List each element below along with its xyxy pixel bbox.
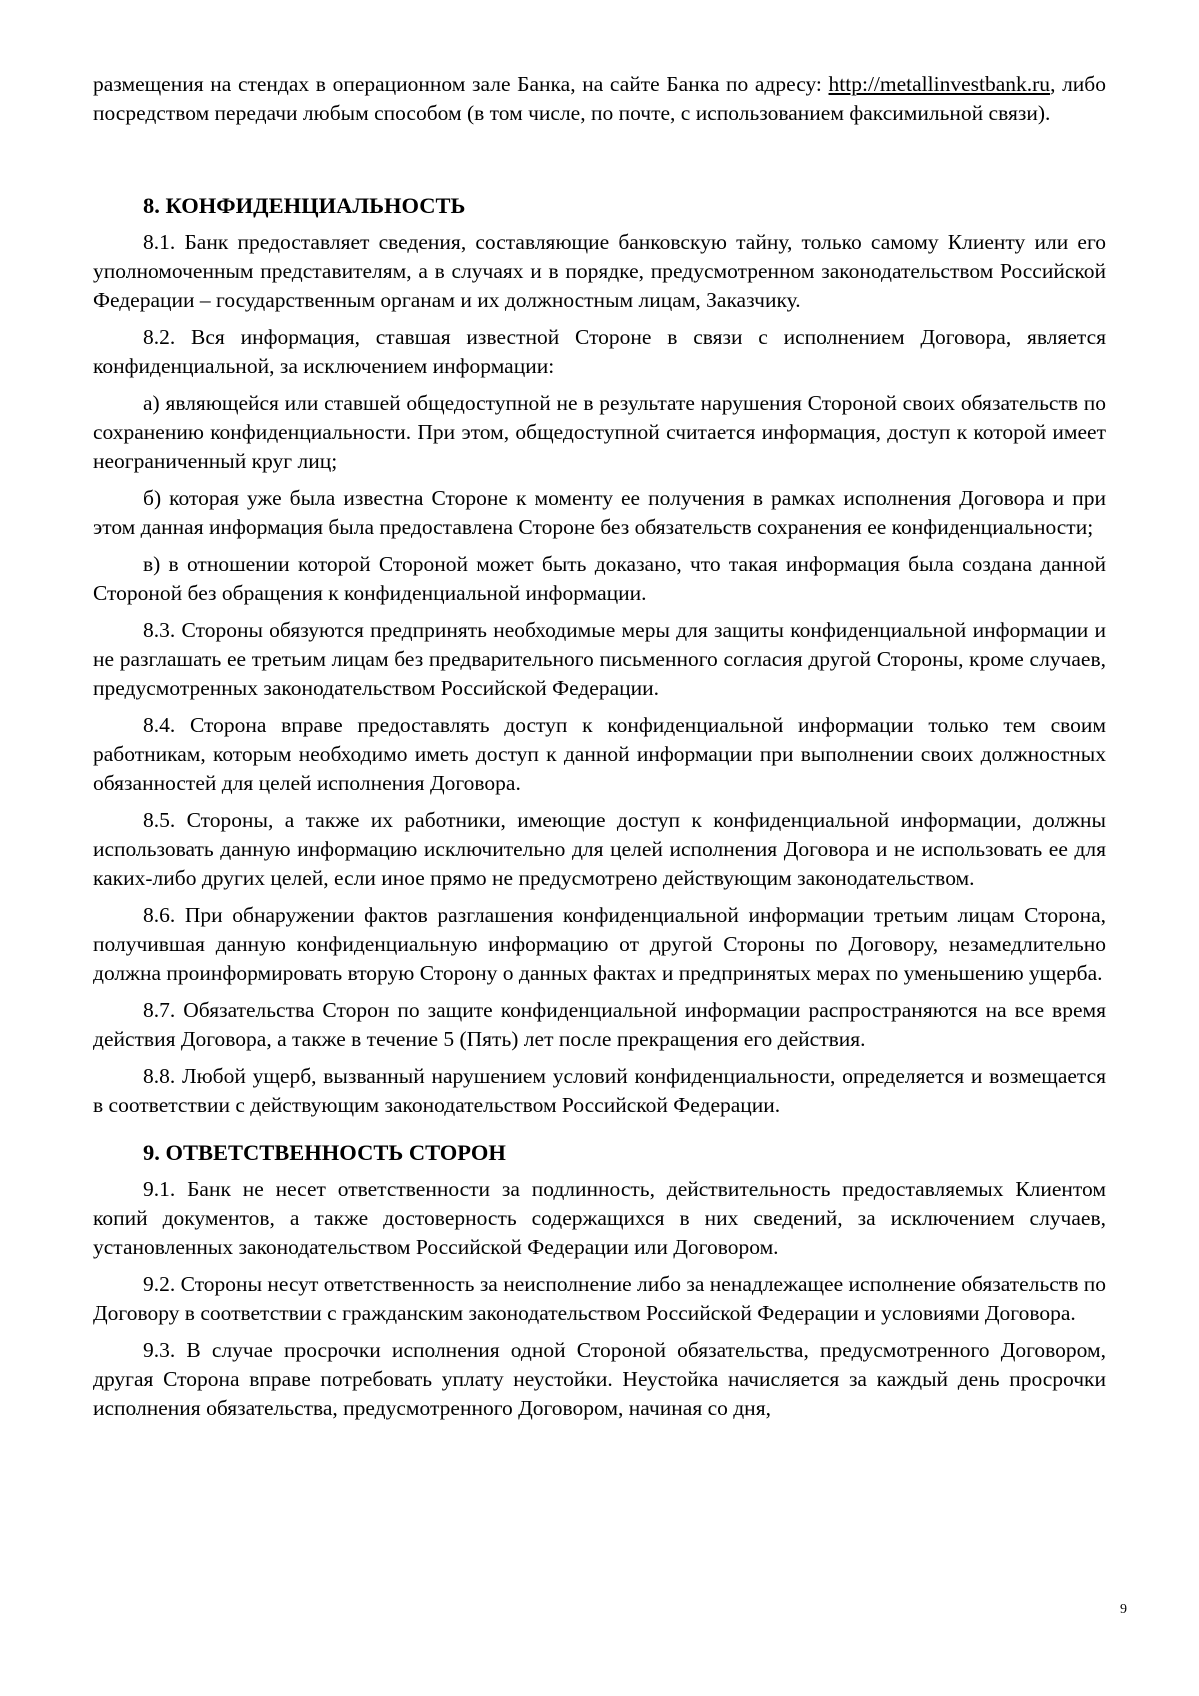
clause-8-5: 8.5. Стороны, а также их работники, имеющие доступ к конфиденциальной информации, должны использовать данную информацию исключительно для целей исполнения Договора и не использовать ее для каких-либо других целей, если иное прямо не предусмотрено действующим законодательством. bbox=[93, 808, 1106, 890]
section-9-heading: 9. ОТВЕТСТВЕННОСТЬ СТОРОН bbox=[143, 1140, 506, 1165]
clause-8-2-b: б) которая уже была известна Стороне к моменту ее получения в рамках исполнения Договора и при этом данная информация была предоставлена Стороне без обязательств сохранения ее конфиденциальности; bbox=[93, 486, 1106, 539]
clause-8-1: 8.1. Банк предоставляет сведения, составляющие банковскую тайну, только самому Клиенту или его уполномоченным представителям, а в случаях и в порядке, предусмотренном законодательством Российской Федерации – государственным органам и их должностным лицам, Заказчику. bbox=[93, 230, 1106, 312]
clause-8-8: 8.8. Любой ущерб, вызванный нарушением условий конфиденциальности, определяется и возмещается в соответствии с действующим законодательством Российской Федерации. bbox=[93, 1064, 1106, 1117]
section-8-heading: 8. КОНФИДЕНЦИАЛЬНОСТЬ bbox=[143, 193, 466, 218]
intro-text-after-link: , либо посредством передачи любым способом (в том числе, по почте, с использованием факсимильной связи). bbox=[93, 72, 1106, 125]
intro-text-before-link: размещения на стендах в операционном зале Банка, на сайте Банка по адресу: bbox=[93, 72, 829, 96]
intro-paragraph bbox=[93, 70, 1106, 128]
clause-8-2-v: в) в отношении которой Стороной может быть доказано, что такая информация была создана данной Стороной без обращения к конфиденциальной информации. bbox=[93, 552, 1106, 605]
clause-8-3: 8.3. Стороны обязуются предпринять необходимые меры для защиты конфиденциальной информации и не разглашать ее третьим лицам без предварительного письменного согласия другой Стороны, кроме случаев, предусмотренных законодательством Российской Федерации. bbox=[93, 618, 1106, 700]
clause-8-2: 8.2. Вся информация, ставшая известной Стороне в связи с исполнением Договора, является конфиденциальной, за исключением информации: bbox=[93, 325, 1106, 378]
clause-8-6: 8.6. При обнаружении фактов разглашения конфиденциальной информации третьим лицам Сторона, получившая данную конфиденциальную информацию от другой Стороны по Договору, незамедлительно должна проинформировать вторую Сторону о данных фактах и предпринятых мерах по уменьшению ущерба. bbox=[93, 903, 1106, 985]
clause-9-1: 9.1. Банк не несет ответственности за подлинность, действительность предоставляемых Клиентом копий документов, а также достоверность содержащихся в них сведений, за исключением случаев, установленных законодательством Российской Федерации или Договором. bbox=[93, 1177, 1106, 1259]
clause-8-7: 8.7. Обязательства Сторон по защите конфиденциальной информации распространяются на все время действия Договора, а также в течение 5 (Пять) лет после прекращения его действия. bbox=[93, 998, 1106, 1051]
clause-9-3: 9.3. В случае просрочки исполнения одной Стороной обязательства, предусмотренного Договором, другая Сторона вправе потребовать уплату неустойки. Неустойка начисляется за каждый день просрочки исполнения обязательства, предусмотренного Договором, начиная со дня, bbox=[93, 1338, 1106, 1420]
clause-8-2-a: а) являющейся или ставшей общедоступной не в результате нарушения Стороной своих обязательств по сохранению конфиденциальности. При этом, общедоступной считается информация, доступ к которой имеет неограниченный круг лиц; bbox=[93, 391, 1106, 473]
page-number: 9 bbox=[1120, 1602, 1127, 1617]
clause-8-4: 8.4. Сторона вправе предоставлять доступ к конфиденциальной информации только тем своим работникам, которым необходимо иметь доступ к данной информации при выполнении своих должностных обязанностей для целей исполнения Договора. bbox=[93, 713, 1106, 795]
bank-website-link[interactable]: http://metallinvestbank.ru bbox=[828, 72, 1051, 96]
clause-9-2: 9.2. Стороны несут ответственность за неисполнение либо за ненадлежащее исполнение обязательств по Договору в соответствии с гражданским законодательством Российской Федерации и условиями Договора. bbox=[93, 1272, 1106, 1325]
document-body bbox=[93, 70, 1106, 1423]
